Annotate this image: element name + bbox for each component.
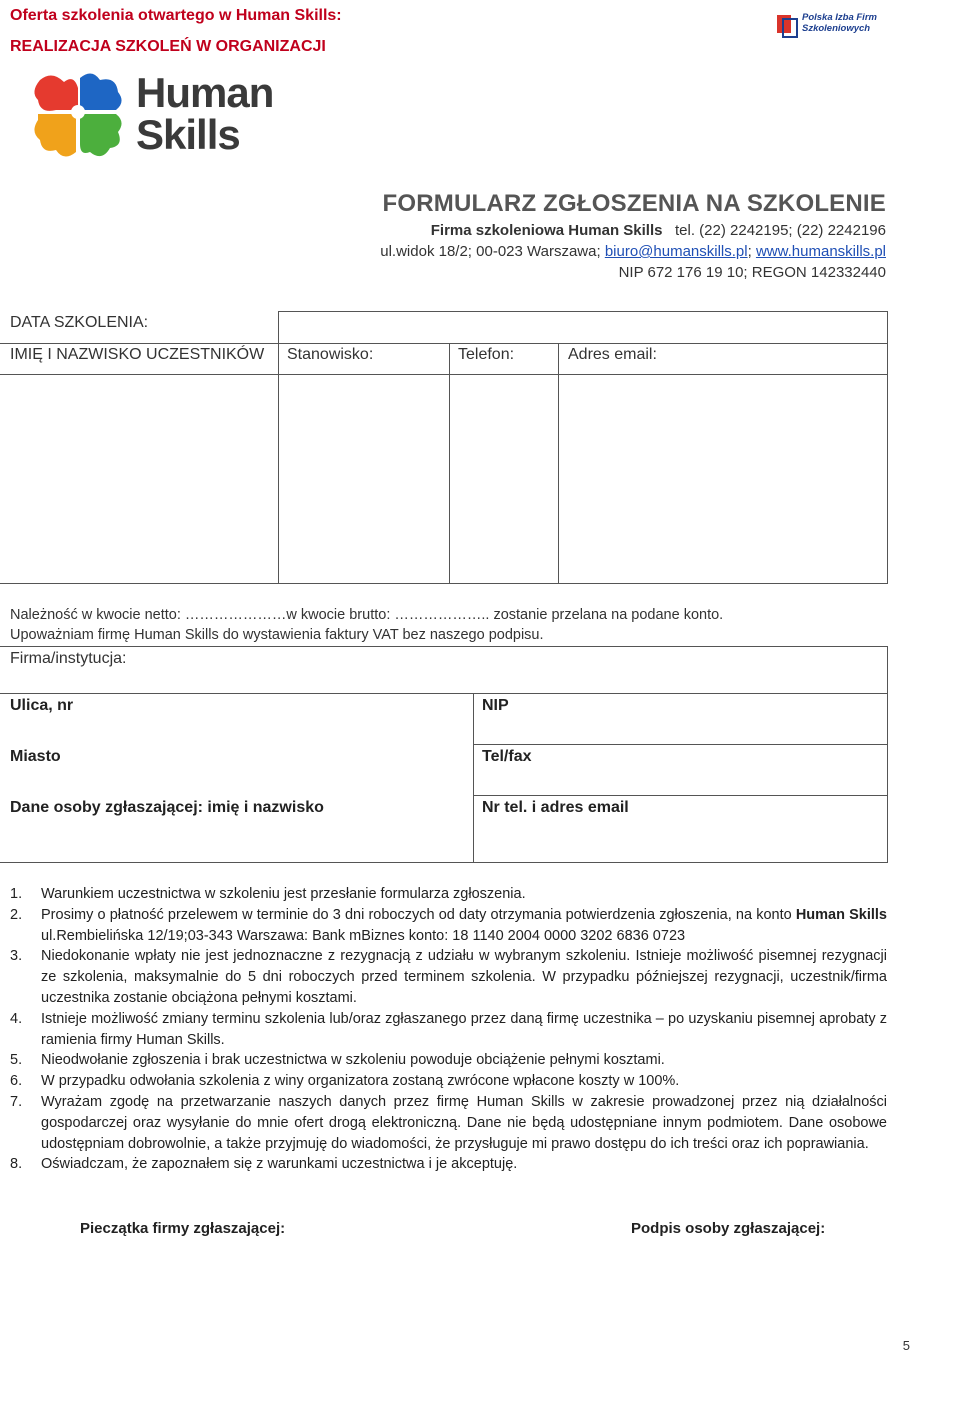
street-label: Ulica, nr [10,697,74,714]
term-text: ul.Rembielińska 12/19;03-343 Warszawa: Bank mBiznes konto: 18 1140 2004 0000 3202 6836 0723 [41,927,686,944]
email-link[interactable]: biuro@humanskills.pl [604,243,748,260]
term-item [10,1071,887,1092]
puzzle-logo-icon [30,70,128,162]
company-name: Firma szkoleniowa Human Skills [430,222,663,239]
institution-input-cell[interactable] [0,646,888,694]
phone-input-cell[interactable] [449,374,559,584]
website-link[interactable]: www.humanskills.pl [755,243,886,260]
term-number: 7. [10,1093,23,1110]
vat-authorization-line: Upoważniam firmę Human Skills do wystawienia faktury VAT bez naszego podpisu. [10,627,544,643]
company-line [431,222,886,239]
term-text: Prosimy o płatność przelewem w terminie do 3 dni roboczych od daty otrzymania potwierdzenia zgłoszenia, na konto [41,906,796,923]
term-number: 4. [10,1010,23,1027]
names-input-cell[interactable] [0,374,279,584]
term-text: W przypadku odwołania szkolenia z winy organizatora zostaną zwrócone wpłacone koszty w 100%. [41,1073,680,1090]
institution-label: Firma/instytucja: [10,650,127,667]
term-number: 6. [10,1073,23,1090]
company-phone: tel. (22) 2242195; (22) 2242196 [675,222,886,239]
term-number: 3. [10,948,23,965]
term-text: Niedokonanie wpłaty nie jest jednoznaczne z rezygnacją z udziału w wybranym szkoleniu. Istnieje możliwość pisemnej rezygnacji ze szkolenia, maksymalnie do 5 dni roboczych przed terminem szkolenia. W przypadku późniejszej rezygnacji, uczestnik/firma uczestnika zostanie obciążona pełnymi kosztami. [41,948,887,1006]
pifs-logo [776,10,894,44]
position-header: Stanowisko: [287,346,374,363]
company-table-bottom [0,862,474,863]
nip-input-cell[interactable] [473,693,888,745]
position-input-cell[interactable] [278,374,450,584]
phone-email-label: Nr tel. i adres email [482,799,629,816]
term-text: Istnieje możliwość zmiany terminu szkolenia lub/oraz zgłaszanego przez daną firmę uczestnika – po uzyskaniu pisemnej aprobaty z ramienia firmy Human Skills. [41,1010,887,1048]
term-item [10,884,887,905]
email-header: Adres email: [568,346,657,363]
term-item [10,1154,887,1175]
names-header: IMIĘ I NAZWISKO UCZESTNIKÓW [10,346,265,363]
term-text: Wyrażam zgodę na przetwarzanie naszych danych przez firmę Human Skills w zakresie prowadzonej przez nią działalności gospodarczej oraz wysyłanie do mnie ofert drogą elektroniczną. Dane nie będą udostępniane innym podmiotem. Dane osobowe udostępniam dobrowolnie, a także przyjmuję do wiadomości, że przysługuje mi prawo dostępu do ich treści oraz ich poprawiania. [41,1093,887,1152]
signature-label: Podpis osoby zgłaszającej: [631,1220,826,1237]
telfax-input-cell[interactable] [473,744,888,796]
nip-label: NIP [482,697,509,714]
term-text: Nieodwołanie zgłoszenia i brak uczestnictwa w szkoleniu powoduje obciążenie pełnymi kosztami. [41,1052,665,1069]
logo-word-skills: Skills [136,111,240,158]
human-skills-logo [30,70,280,165]
term-number: 1. [10,886,23,902]
term-item [10,1009,887,1051]
applicant-label: Dane osoby zgłaszającej: imię i nazwisko [10,799,324,816]
email-input-cell[interactable] [558,374,888,584]
telfax-label: Tel/fax [482,748,532,765]
page-number: 5 [902,1338,910,1353]
term-item [10,1050,887,1071]
pifs-logo-text: Polska Izba Firm Szkoleniowych [802,12,877,34]
term-item [10,946,887,1008]
date-input-cell[interactable] [278,311,888,344]
term-number: 2. [10,906,23,923]
term-item [10,1092,887,1154]
realization-heading: REALIZACJA SZKOLEŃ W ORGANIZACJI [10,38,326,55]
term-number: 8. [10,1156,23,1173]
offer-heading: Oferta szkolenia otwartego w Human Skills: [10,7,342,24]
terms-list [10,884,887,1175]
term-text-bold: Human Skills [795,906,887,923]
term-text: Oświadczam, że zapoznałem się z warunkami uczestnictwa i je akceptuję. [41,1156,518,1173]
pifs-logo-mark [776,12,798,38]
separator: ; [747,243,752,260]
term-text: Warunkiem uczestnictwa w szkoleniu jest przesłanie formularza zgłoszenia. [41,886,526,902]
payment-amount-line: Należność w kwocie netto: …………………w kwocie brutto: ……………….. zostanie przelana na podane konto. [10,607,724,623]
stamp-label: Pieczątka firmy zgłaszającej: [80,1220,286,1237]
term-item [10,905,887,947]
logo-word-human: Human [136,69,274,116]
address-line [380,243,886,260]
city-label: Miasto [10,748,61,765]
form-title: FORMULARZ ZGŁOSZENIA NA SZKOLENIE [382,190,886,217]
date-label: DATA SZKOLENIA: [10,314,149,331]
nip-regon: NIP 672 176 19 10; REGON 142332440 [618,264,886,281]
phone-header: Telefon: [458,346,515,363]
company-address: ul.widok 18/2; 00-023 Warszawa; [380,243,601,260]
term-number: 5. [10,1052,23,1069]
